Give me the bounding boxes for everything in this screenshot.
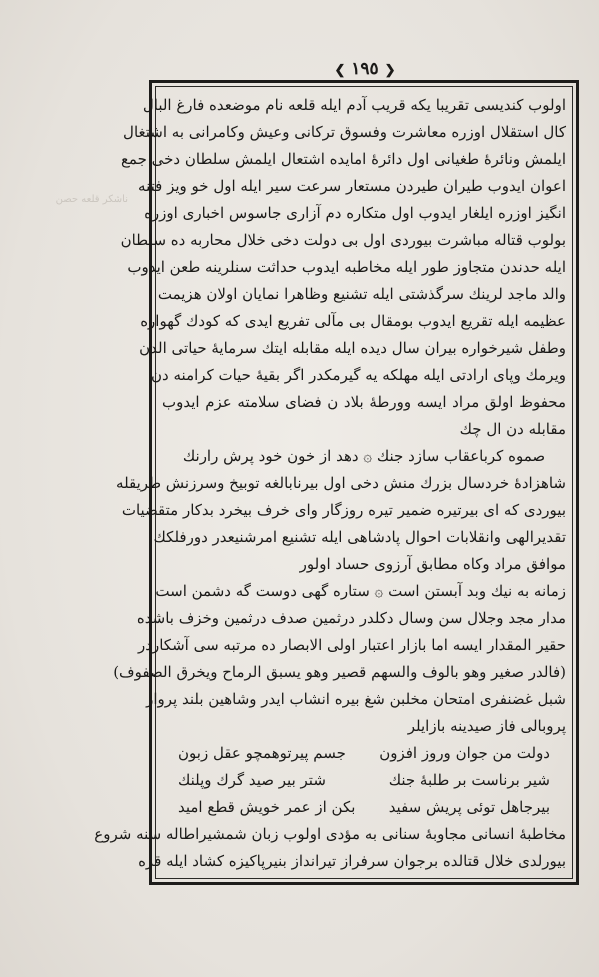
text-line: تقدیرالهی وانقلابات احوال پادشاهی ایله تشنیع امرشنیعدر دورفلكك bbox=[153, 528, 566, 546]
text-line: ایله حدندن متجاوز طور ایله مخاطبه ایدوب حداثت سنلرینه طعن ایدوب bbox=[127, 258, 566, 276]
couplet-left: بكن از عمر خویش قطع امید bbox=[178, 798, 356, 816]
couplet-left: شتر بیر صید گرك وپلنك bbox=[178, 771, 326, 789]
text-line: مدار مجد وجلال سن وسال دكلدر درثمین صدف درثمین وخزف باشده bbox=[136, 609, 566, 627]
text-line: حقیر المقدار ایسه اما بازار اعتبار اولی الابصار ده مرتبه سی آشكاردر bbox=[138, 636, 566, 654]
text-line: محفوظ اولق مراد ایسه وورطهٔ بلاد ن فضای سلامته عزم ایدوب bbox=[162, 393, 566, 411]
couplet-right: دولت من جوان وروز افزون bbox=[379, 744, 550, 762]
text-line: كال استقلال اوزره معاشرت وفسوق تركانی وعیش وكامرانی به اشتغال bbox=[123, 123, 566, 141]
text-line: اولوب كندیسی تقریبا یکه قریب آدم ایله قلعه نام موضعده فارغ البال bbox=[142, 96, 566, 114]
text-line: اعوان ایدوب طیران طیردن مستعار سرعت سیر ایله اول خو ویز فتنه bbox=[138, 177, 566, 195]
verse-line: زمانه به نیك وبد آبستن است ۞ ستاره گهی دوست گه دشمن است bbox=[155, 582, 566, 600]
text-block bbox=[94, 92, 568, 874]
text-line: ویرمك وپای ارادتی ایله مهلكه یه گیرمكدر اگر بقیهٔ حیات كرامنه دن bbox=[151, 366, 566, 384]
text-line: مقابله دن ال چك bbox=[459, 420, 566, 438]
text-line: عظیمه ایله تقریع ایدوب بومقال بی مآلی تفریع ایدی که كودك گهواره bbox=[140, 312, 566, 330]
couplet-row bbox=[160, 767, 568, 794]
right-ornament-icon: ❯ bbox=[384, 63, 396, 78]
text-line: مخاطبهٔ انسانی مجاوبهٔ سنانی به مؤدی اولوب زبان شمشیراطاله سنه شروع bbox=[94, 825, 566, 843]
text-line: شاهزادهٔ خردسال بزرك منش دخی اول بیرنابالغه توبیخ وسرزنش طریقله bbox=[116, 474, 566, 492]
text-line: انگیز اوزره ایلغار ایدوب اول متكاره دم آزاری جاسوس اخباری اوزره bbox=[144, 204, 566, 222]
text-line: موافق مراد وكاه مطابق آرزوی حساد اولور bbox=[299, 555, 566, 573]
text-line: پروبالی فاز صیدینه بازایلر bbox=[407, 717, 566, 735]
text-line: وطفل شیرخواره بیران سال دیده ایله مقابله ایتك سرمایهٔ حیاتی الدن bbox=[139, 339, 566, 357]
text-line: شبل غضنفری امتحان مخلبن شغ بیره انشاب ایدر وشاهین بلند پرواز bbox=[146, 690, 566, 708]
page-number bbox=[320, 56, 410, 82]
text-line: (فالدر صغیر وهو بالوف والسهم قصیر وهو یسبق الرماح ویخرق الصفوف) bbox=[113, 663, 566, 681]
couplet-row bbox=[160, 794, 568, 821]
text-line: بیوردی كه ای بیرتیره ضمیر تیره روزگار وای خرف بیخرد بدکار متقضیات bbox=[121, 501, 566, 519]
couplet-left: جسم پیرتوهمچو عقل زبون bbox=[178, 744, 346, 762]
text-line: ایلمش ونائرهٔ طغیانی اول دائرهٔ امایده اشتعال ایلمش سلطان دخی جمع bbox=[120, 150, 566, 168]
text-line: بیورلدی خلال قتالده برجوان سرفراز تیرانداز بنیرپاکیزه كشاد ایله قره bbox=[138, 852, 566, 870]
text-line: بولوب قتاله مباشرت بیوردی اول بی دولت دخی خلال محاربه ده سلطان bbox=[120, 231, 566, 249]
verse-line: صموه كرباعقاب سازد جنك ۞ دهد از خون خود پرش رارنك bbox=[182, 447, 546, 465]
couplet-right: شیر برناست بر طلبهٔ جنك bbox=[388, 771, 550, 789]
bleed-through-text: ناشکر قلعه حصن bbox=[55, 194, 128, 205]
left-ornament-icon: ❮ bbox=[334, 63, 346, 78]
couplet-right: بیرجاهل توئی پریش سفید bbox=[388, 798, 550, 816]
text-line: والد ماجد لرینك سرگذشتی ایله تشنیع وظاهرا نمایان اولان هزیمت bbox=[157, 285, 566, 303]
couplet-row bbox=[160, 740, 568, 767]
page-number-text: ١٩٥ bbox=[351, 59, 379, 79]
